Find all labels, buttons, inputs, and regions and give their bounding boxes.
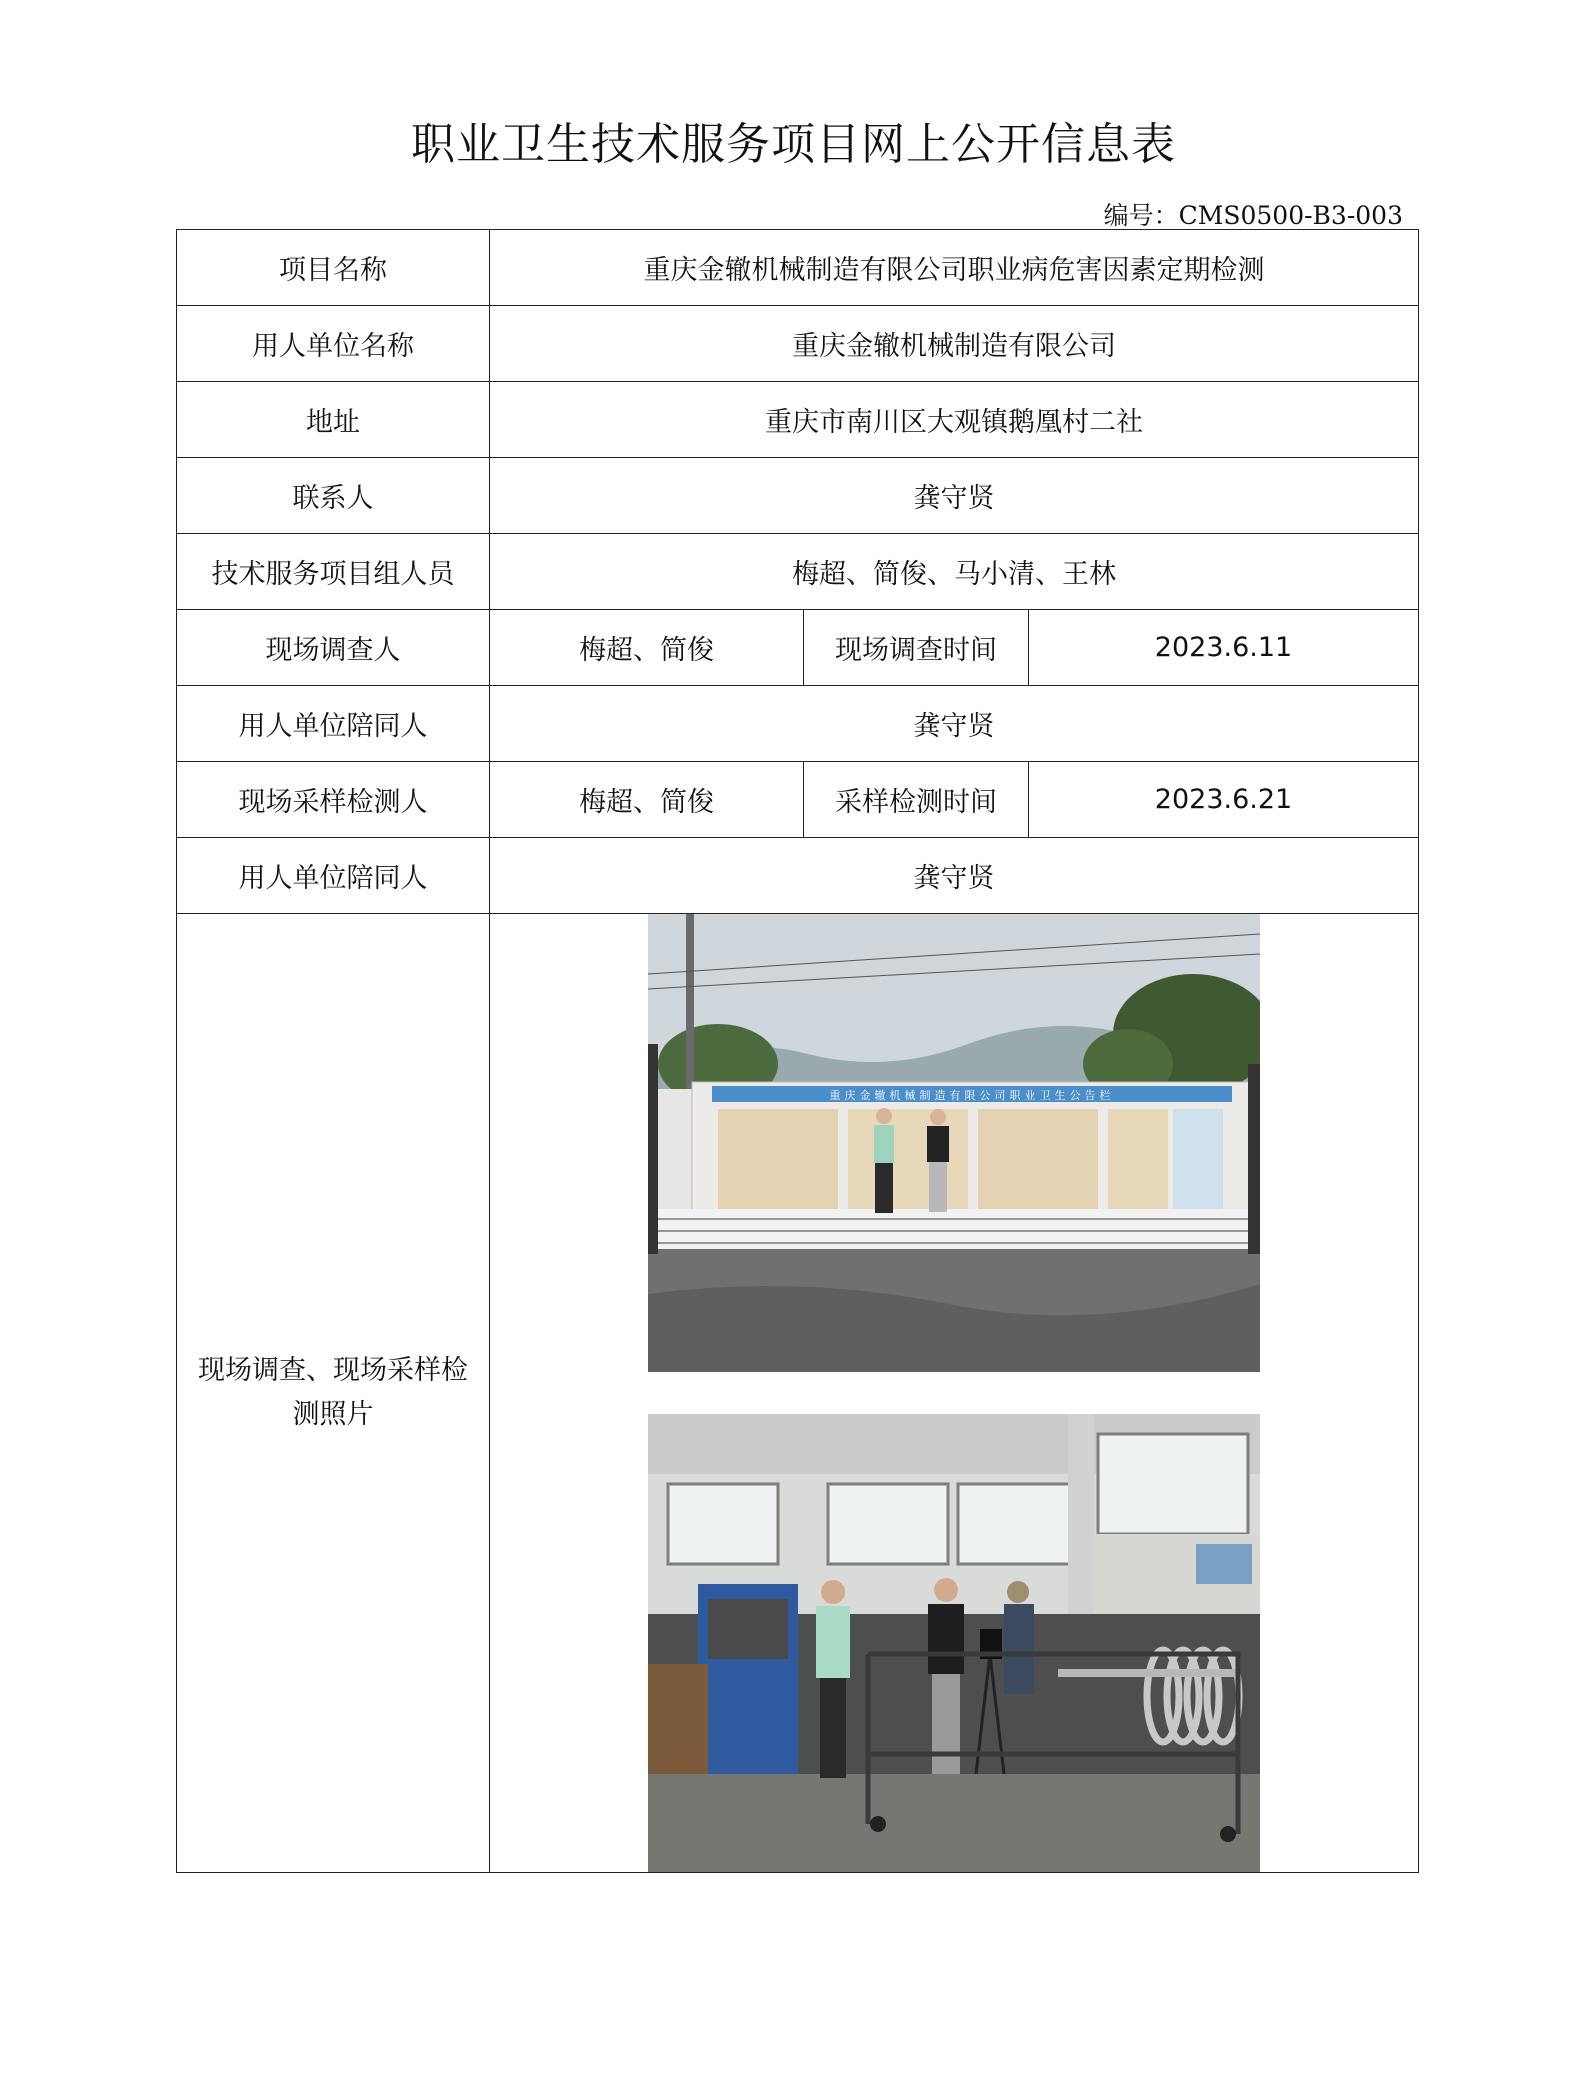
row-survey [177, 610, 1419, 686]
row-photos [177, 914, 1419, 1873]
survey-escort-value: 龚守贤 [490, 686, 1419, 762]
row-contact [177, 458, 1419, 534]
employer-name-value: 重庆金辙机械制造有限公司 [490, 306, 1419, 382]
project-name-value: 重庆金辙机械制造有限公司职业病危害因素定期检测 [490, 230, 1419, 306]
sampling-escort-value: 龚守贤 [490, 838, 1419, 914]
survey-escort-label: 用人单位陪同人 [177, 686, 490, 762]
employer-name-label: 用人单位名称 [177, 306, 490, 382]
row-sampling-escort [177, 838, 1419, 914]
sampling-escort-label: 用人单位陪同人 [177, 838, 490, 914]
address-value: 重庆市南川区大观镇鹅凰村二社 [490, 382, 1419, 458]
row-sampling [177, 762, 1419, 838]
photos-label: 现场调查、现场采样检测照片 [198, 1355, 468, 1430]
row-project-name [177, 230, 1419, 306]
sampling-label: 现场采样检测人 [177, 762, 490, 838]
row-team [177, 534, 1419, 610]
survey-photo [648, 914, 1260, 1372]
survey-value: 梅超、简俊 [490, 610, 804, 686]
survey-time-value: 2023.6.11 [1029, 610, 1419, 686]
contact-label: 联系人 [177, 458, 490, 534]
sampling-photo [648, 1414, 1260, 1872]
row-survey-escort [177, 686, 1419, 762]
photos-label-cell [177, 914, 490, 1873]
page-title: 职业卫生技术服务项目网上公开信息表 [411, 119, 1176, 170]
document-number: 编号：CMS0500-B3-003 [1103, 201, 1403, 230]
team-label: 技术服务项目组人员 [177, 534, 490, 610]
project-name-label: 项目名称 [177, 230, 490, 306]
team-value: 梅超、简俊、马小清、王林 [490, 534, 1419, 610]
info-table [176, 229, 1419, 1873]
address-label: 地址 [177, 382, 490, 458]
notice-board-sign: 重庆金辙机械制造有限公司职业卫生公告栏 [829, 1089, 1115, 1102]
survey-time-label: 现场调查时间 [804, 610, 1029, 686]
row-employer-name [177, 306, 1419, 382]
contact-value: 龚守贤 [490, 458, 1419, 534]
sampling-time-label: 采样检测时间 [804, 762, 1029, 838]
sampling-value: 梅超、简俊 [490, 762, 804, 838]
photos-cell [490, 914, 1419, 1873]
row-address [177, 382, 1419, 458]
survey-label: 现场调查人 [177, 610, 490, 686]
sampling-time-value: 2023.6.21 [1029, 762, 1419, 838]
